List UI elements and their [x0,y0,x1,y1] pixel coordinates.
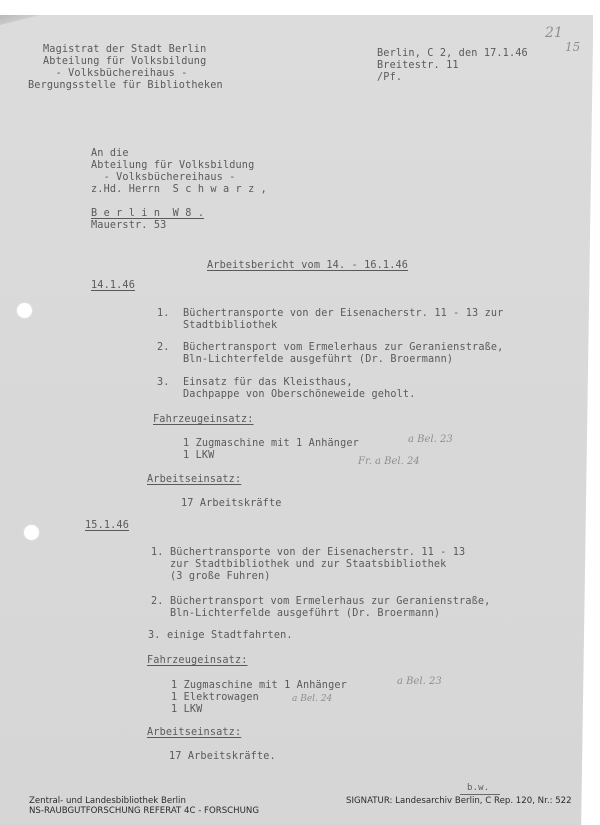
sender-line: - Volksbüchereihaus - [43,68,188,79]
workforce-count: 17 Arbeitskräfte. [169,751,276,762]
place-date: Berlin, C 2, den 17.1.46 [377,48,528,59]
item-line: Bln-Lichterfelde ausgeführt (Dr. Broermann) [170,608,441,619]
item-line: (3 große Fuhren) [170,571,271,582]
continuation-underline [460,794,500,795]
punch-hole-bottom [24,525,39,540]
item-line: Büchertransporte von der Eisenacherstr. 11 - 13 zur [183,308,504,319]
workforce-heading: Arbeitseinsatz: [147,727,242,738]
vehicle-line: 1 LKW [171,704,203,715]
pencil-annotation: a Bel. 24 [292,694,333,704]
item-number: 1. [157,308,170,319]
continuation-mark: b.w. [467,783,490,793]
item-number: 2. [157,342,170,353]
item-line: Büchertransport vom Ermelerhaus zur Geranienstraße, [170,596,491,607]
workforce-heading: Arbeitseinsatz: [147,474,242,485]
footer-library-name: Zentral- und Landesbibliothek Berlin [29,796,186,806]
item-number: 2. [151,596,164,607]
item-line: Stadtbibliothek [183,320,278,331]
reference-mark: /Pf. [377,72,403,83]
vehicles-heading: Fahrzeugeinsatz: [153,414,254,425]
sender-street: Breitestr. 11 [377,60,459,71]
archive-folio-number: 21 [545,25,563,41]
report-title: Arbeitsbericht vom 14. - 16.1.46 [207,260,409,271]
item-line: Büchertransport vom Ermelerhaus zur Geranienstraße, [183,342,504,353]
item-number: 3. [157,377,170,388]
vehicles-heading: Fahrzeugeinsatz: [147,655,248,666]
pencil-annotation: Fr. a Bel. 24 [358,456,420,467]
vehicle-line: 1 LKW [183,450,215,461]
recipient-city: B e r l i n W 8 . [91,208,205,219]
footer-signature: SIGNATUR: Landesarchiv Berlin, C Rep. 120, Nr.: 522 [346,796,572,806]
item-line: einige Stadtfahrten. [167,630,293,641]
punch-hole-top [17,303,32,318]
vehicle-line: 1 Zugmaschine mit 1 Anhänger [171,680,347,691]
item-line: Einsatz für das Kleisthaus, [183,377,353,388]
item-number: 1. [151,547,164,558]
item-line: Dachpappe von Oberschöneweide geholt. [183,389,416,400]
recipient-street: Mauerstr. 53 [91,220,167,231]
sender-line: Bergungsstelle für Bibliotheken [28,80,223,91]
item-line: Bln-Lichterfelde ausgeführt (Dr. Broermann) [183,354,454,365]
item-line: Büchertransporte von der Eisenacherstr. 11 - 13 [170,547,466,558]
day-date: 14.1.46 [91,280,135,291]
footer-department: NS-RAUBGUTFORSCHUNG REFERAT 4C - FORSCHUNG [29,806,260,816]
vehicle-line: 1 Zugmaschine mit 1 Anhänger [183,438,359,449]
archive-folio-number-old: 15 [565,40,581,54]
recipient-line: Abteilung für Volksbildung [91,160,255,171]
sender-line: Abteilung für Volksbildung [43,56,207,67]
recipient-line: - Volksbüchereihaus - [91,172,236,183]
recipient-line: An die [91,148,129,159]
day-date: 15.1.46 [85,520,129,531]
item-number: 3. [148,630,161,641]
vehicle-line: 1 Elektrowagen [171,692,259,703]
pencil-annotation: a Bel. 23 [408,434,453,445]
recipient-line: z.Hd. Herrn S c h w a r z , [91,184,267,195]
sender-line: Magistrat der Stadt Berlin [43,44,207,55]
workforce-count: 17 Arbeitskräfte [181,498,282,509]
item-line: zur Stadtbibliothek und zur Staatsbibliothek [170,559,447,570]
pencil-annotation: a Bel. 23 [397,676,442,687]
